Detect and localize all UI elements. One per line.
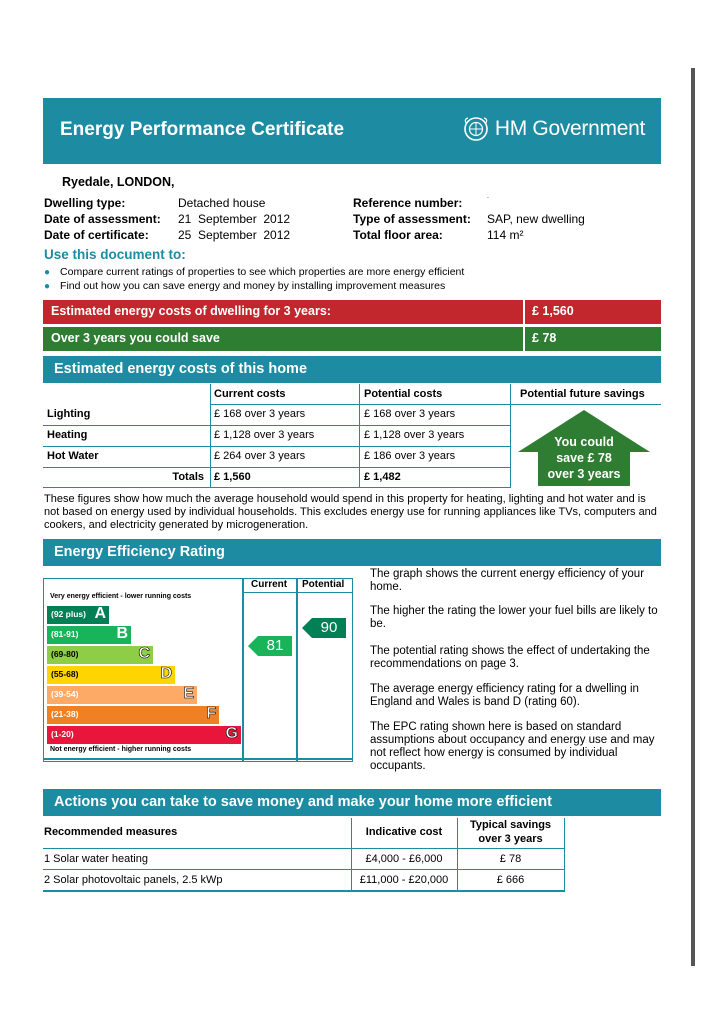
- current-rating-value: 81: [266, 637, 284, 654]
- rating-graph: [43, 578, 353, 762]
- band-range: (69-80): [51, 649, 79, 659]
- measure-2-cost: £11,000 - £20,000: [359, 874, 449, 886]
- certificate-date-value: 25 September 2012: [178, 228, 291, 242]
- totals-label: Totals: [172, 471, 204, 483]
- col-header-savings-1: Typical savings: [469, 819, 552, 831]
- col-header-savings-2: over 3 years: [478, 833, 543, 845]
- measure-1: 1 Solar water heating: [44, 853, 148, 865]
- graph-divider: [242, 578, 244, 762]
- band-range: (21-38): [51, 709, 79, 719]
- lighting-potential: £ 168 over 3 years: [364, 408, 456, 420]
- cost-note: These figures show how much the average household would spend in this property for heating, lighting and hot water and is not based on energy used by individual households. This excludes energy use for running appliances like TVs, computers and cookers, and electricity generated by microgeneration.: [44, 493, 657, 531]
- bottom-efficiency-note: Not energy efficient - higher running costs: [50, 746, 192, 753]
- band-letter: G: [225, 725, 238, 742]
- col-header-measures: Recommended measures: [44, 826, 178, 838]
- certificate-date-label: Date of certificate:: [44, 228, 149, 242]
- table-rule: [43, 869, 565, 870]
- graph-rule: [242, 592, 353, 593]
- dwelling-type-label: Dwelling type:: [44, 196, 126, 210]
- property-address: Ryedale, LONDON,: [62, 175, 175, 189]
- band-letter: C: [138, 645, 150, 662]
- savings-bar: [43, 327, 661, 351]
- bullet-icon: ●: [44, 267, 51, 278]
- savings-arrow: [518, 410, 650, 486]
- band-range: (1-20): [51, 729, 74, 739]
- table-rule: [43, 425, 510, 426]
- rating-description: The average energy efficiency rating for a dwelling in England and Wales is band D (rating 60).: [370, 683, 639, 708]
- header-banner: [43, 98, 661, 164]
- savings-label: Over 3 years you could save: [43, 327, 523, 351]
- arrow-line-1: You could: [554, 435, 614, 449]
- actions-heading: Actions you can take to save money and make your home more efficient: [43, 789, 661, 816]
- band-range: (39-54): [51, 689, 79, 699]
- cost-table: [43, 384, 661, 488]
- floor-area-label: Total floor area:: [353, 228, 443, 242]
- table-rule: [43, 446, 510, 447]
- hot-water-current: £ 264 over 3 years: [214, 450, 306, 462]
- estimated-cost-label: Estimated energy costs of dwelling for 3 years:: [43, 300, 523, 324]
- rating-description: The EPC rating shown here is based on standard assumptions about occupancy and energy use and may not reflect how energy is consumed by individual occupants.: [370, 721, 655, 772]
- table-rule: [43, 890, 565, 892]
- row-label-heating: Heating: [47, 429, 88, 441]
- col-header-potential: Potential costs: [364, 388, 443, 400]
- assessment-date-label: Date of assessment:: [44, 212, 161, 226]
- cost-section-heading: Estimated energy costs of this home: [43, 356, 661, 383]
- rating-band-g: [47, 726, 241, 744]
- rating-band-e: [47, 686, 197, 704]
- page-edge: [691, 68, 695, 966]
- government-name: HM Government: [494, 117, 645, 140]
- estimated-cost-bar: [43, 300, 661, 324]
- actions-table: [43, 818, 565, 892]
- heating-current: £ 1,128 over 3 years: [214, 429, 315, 441]
- table-rule: [510, 384, 511, 488]
- measure-2: 2 Solar photovoltaic panels, 2.5 kWp: [44, 874, 223, 886]
- totals-current: £ 1,560: [214, 471, 251, 483]
- table-rule: [564, 818, 565, 892]
- reference-value: .: [487, 193, 489, 200]
- rating-band-d: [47, 666, 175, 684]
- graph-rule: [43, 758, 353, 760]
- totals-potential: £ 1,482: [364, 471, 401, 483]
- assessment-date-value: 21 September 2012: [178, 212, 291, 226]
- band-range: (81-91): [51, 629, 79, 639]
- rating-band-a: [47, 606, 109, 624]
- rating-description: The graph shows the current energy efficiency of your home.: [370, 568, 645, 593]
- table-rule: [210, 404, 661, 405]
- crest-icon: [463, 116, 489, 142]
- band-letter: B: [116, 625, 128, 642]
- assessment-type-value: SAP, new dwelling: [487, 212, 585, 226]
- measure-2-savings: £ 666: [496, 874, 525, 886]
- page-title: Energy Performance Certificate: [60, 119, 345, 140]
- bullet-icon: ●: [44, 281, 51, 292]
- measure-1-cost: £4,000 - £6,000: [365, 853, 443, 865]
- col-header-current: Current: [251, 579, 288, 590]
- table-rule: [43, 487, 510, 488]
- potential-rating-value: 90: [320, 619, 338, 636]
- list-item: ● Compare current ratings of properties to see which properties are more energy efficient: [44, 266, 465, 278]
- top-efficiency-note: Very energy efficient - lower running costs: [50, 593, 192, 600]
- heating-potential: £ 1,128 over 3 years: [364, 429, 465, 441]
- band-letter: F: [206, 705, 216, 722]
- rating-description: The higher the rating the lower your fuel bills are likely to be.: [370, 605, 658, 630]
- table-rule: [43, 467, 510, 468]
- table-rule: [359, 384, 360, 488]
- assessment-type-label: Type of assessment:: [353, 212, 471, 226]
- government-logo: [463, 116, 645, 142]
- band-letter: E: [183, 685, 194, 702]
- col-header-potential: Potential: [302, 579, 345, 590]
- col-header-savings: Potential future savings: [520, 388, 645, 400]
- col-header-current: Current costs: [214, 388, 286, 400]
- col-header-cost: Indicative cost: [365, 826, 443, 838]
- floor-area-value: 114 m²: [487, 228, 524, 242]
- row-label-lighting: Lighting: [47, 408, 91, 420]
- dwelling-type-value: Detached house: [178, 196, 266, 210]
- rating-band-c: [47, 646, 153, 664]
- band-letter: D: [160, 665, 172, 682]
- list-item: ● Find out how you can save energy and money by installing improvement measures: [44, 280, 446, 292]
- lighting-current: £ 168 over 3 years: [214, 408, 306, 420]
- band-letter: A: [94, 605, 106, 622]
- rating-band-b: [47, 626, 131, 644]
- arrow-line-2: save £ 78: [556, 451, 612, 465]
- graph-divider: [296, 578, 298, 762]
- table-rule: [43, 848, 565, 849]
- hot-water-potential: £ 186 over 3 years: [364, 450, 456, 462]
- rating-band-f: [47, 706, 219, 724]
- rating-heading: Energy Efficiency Rating: [43, 539, 661, 566]
- arrow-line-3: over 3 years: [547, 467, 621, 481]
- band-range: (55-68): [51, 669, 79, 679]
- estimated-cost-value: £ 1,560: [525, 300, 661, 324]
- band-range: (92 plus): [51, 609, 86, 619]
- rating-description: The potential rating shows the effect of undertaking the recommendations on page 3.: [370, 645, 650, 670]
- measure-1-savings: £ 78: [499, 853, 522, 865]
- use-document-heading: Use this document to:: [44, 247, 186, 262]
- savings-value: £ 78: [525, 327, 661, 351]
- reference-label: Reference number:: [353, 196, 463, 210]
- table-rule: [210, 384, 211, 488]
- row-label-hot-water: Hot Water: [47, 450, 99, 462]
